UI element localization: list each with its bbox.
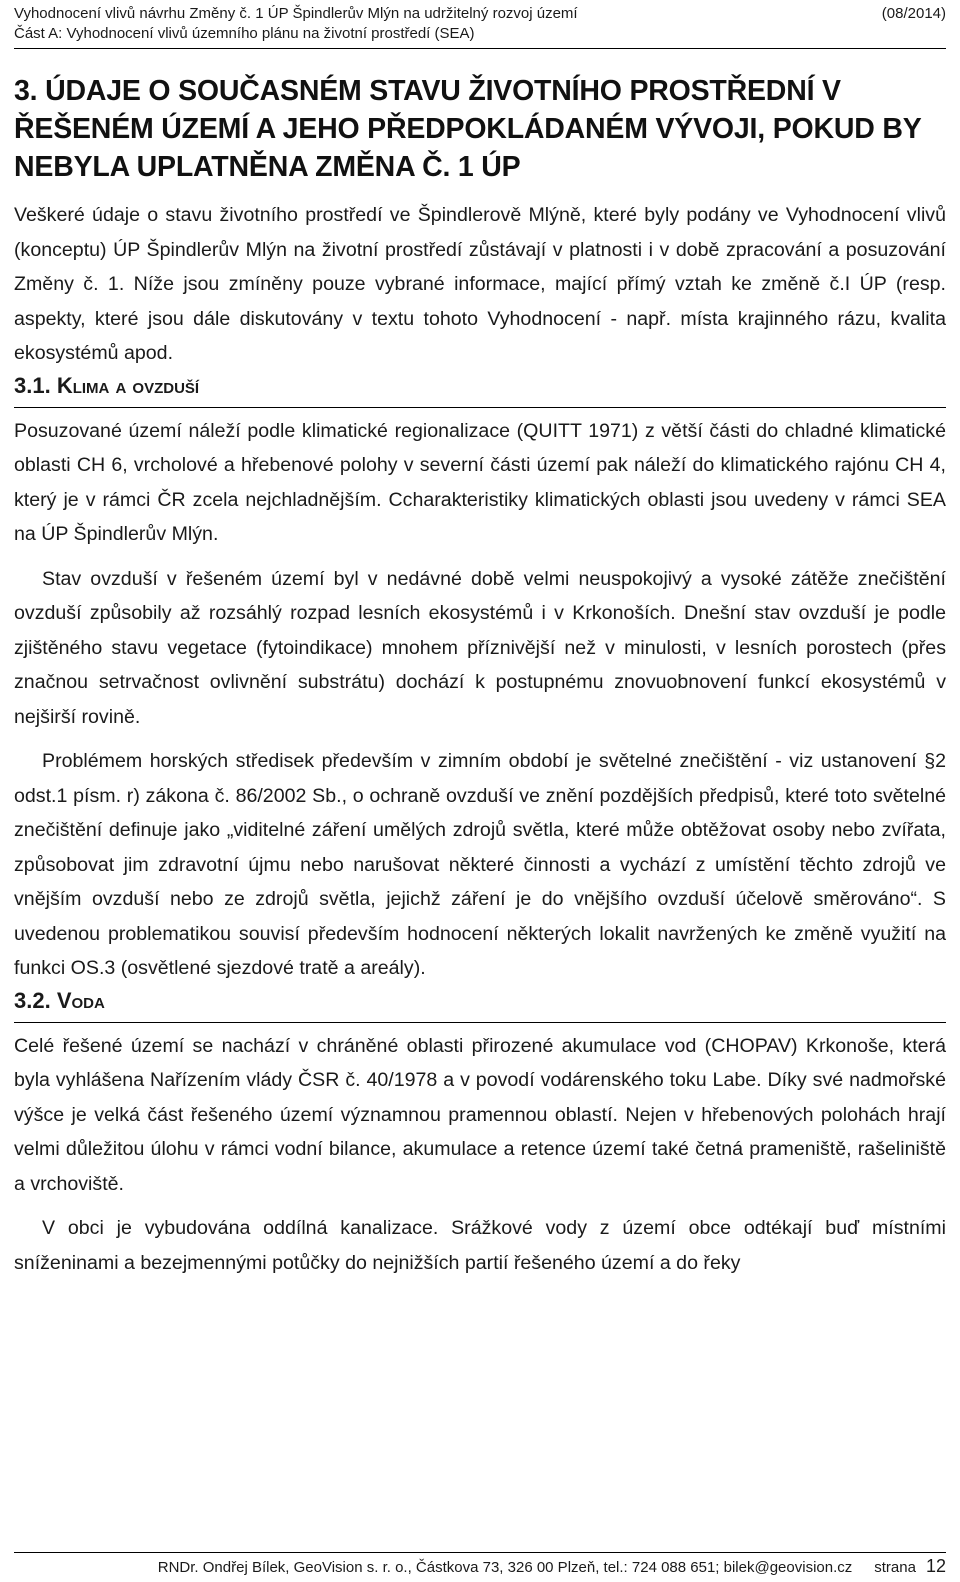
header-date: (08/2014) (881, 5, 946, 22)
section-title: Klima a ovzduší (56, 372, 200, 398)
section-heading-water (14, 986, 946, 1023)
chapter-title: 3. ÚDAJE O SOUČASNÉM STAVU ŽIVOTNÍHO PROSTŘEDNÍ V ŘEŠENÉM ÚZEMÍ A JEHO PŘEDPOKLÁDANÉM VÝVOJI, POKUD BY NEBYLA UPLATNĚNA ZMĚNA Č. 1 ÚP (14, 75, 922, 183)
section-number: 3.2. (14, 987, 51, 1013)
header-title: Vyhodnocení vlivů návrhu Změny č. 1 ÚP Špindlerův Mlýn na udržitelný rozvoj území (14, 5, 578, 22)
paragraph: V obci je vybudována oddílná kanalizace. Srážkové vody z území obce odtékají buď místními sníženinami a bezejmennými potůčky do nejnižších partií řešeného území a do řeky (14, 1217, 946, 1274)
header-part: Část A: Vyhodnocení vlivů územního plánu na životní prostředí (SEA) (14, 25, 475, 42)
page-label: strana (874, 1559, 916, 1576)
page-number-block (874, 1556, 946, 1578)
page-footer (14, 1552, 946, 1578)
document-body (14, 72, 946, 1280)
paragraph: Posuzované území náleží podle klimatické regionalizace (QUITT 1971) z větší části do chladné klimatické oblasti CH 6, vrcholové a hřebenové polohy v severní části území pak náleží do klimatického rajónu CH 4, který je v rámci ČR zcela nejchladnějším. Ccharakteristiky klimatických oblasti jsou uvedeny v rámci SEA na ÚP Špindlerův Mlýn. (14, 419, 946, 545)
paragraph: Celé řešené území se nachází v chráněné oblasti přirozené akumulace vod (CHOPAV) Krkonoše, která byla vyhlášena Nařízením vlády ČSR č. 40/1978 a v povodí vodárenského toku Labe. Díky své nadmořské výšce je velká část řešeného území významnou pramennou oblastí. Nejen v hřebenových polohách hrají velmi důležitou úlohu v rámci vodní bilance, akumulace a retence území také četná prameniště, rašeliniště a vrchoviště. (14, 1034, 946, 1195)
page-number: 12 (925, 1556, 946, 1576)
page-header (14, 4, 946, 49)
section-heading-climate (14, 371, 946, 408)
paragraph: Problémem horských středisek především v zimním období je světelné znečištění - viz ustanovení §2 odst.1 písm. r) zákona č. 86/2002 Sb., o ochraně ovzduší ve znění pozdějších předpisů, které toto světelné znečištění definuje jako „viditelné záření umělých zdrojů světla, které může obtěžovat osoby nebo zvířata, způsobovat jim zdravotní újmu nebo narušovat některé činnosti a vychází z umístění těchto zdrojů ve vnějším ovzduší nebo ze zdrojů světla, jejichž záření je do vnějšího ovzduší účelově směrováno“. S uvedenou problematikou souvisí především hodnocení některých lokalit navržených ke změně využití na funkci OS.3 (osvětlené sjezdové tratě a areály). (14, 750, 946, 979)
paragraph: Stav ovzduší v řešeném území byl v nedávné době velmi neuspokojivý a vysoké zátěže znečištění ovzduší způsobily až rozsáhlý rozpad lesních ekosystémů i v Krkonoších. Dnešní stav ovzduší je podle zjištěného stavu vegetace (fytoindikace) mnohem příznivější než v minulosti, v lesních porostech (přes značnou setrvačnost ovlivnění substrátu) dochází k postupnému znovuobnovení funkcí ekosystémů v nejširší rovině. (14, 567, 946, 728)
section-number: 3.1. (14, 372, 51, 398)
footer-author: RNDr. Ondřej Bílek, GeoVision s. r. o., Částkova 73, 326 00 Plzeň, tel.: 724 088 651; bilek@geovision.cz (157, 1559, 853, 1576)
section-title: Voda (56, 987, 105, 1013)
chapter-intro: Veškeré údaje o stavu životního prostředí ve Špindlerově Mlýně, které byly podány ve Vyhodnocení vlivů (konceptu) ÚP Špindlerův Mlýn na životní prostředí zůstávají v platnosti i v době zpracování a posuzování Změny č. 1. Níže jsou zmíněny pouze vybrané informace, mající přímý vztah ke změně č.I ÚP (resp. aspekty, které jsou dále diskutovány v textu tohoto Vyhodnocení - např. místa krajinného rázu, kvalita ekosystémů apod. (14, 204, 946, 364)
